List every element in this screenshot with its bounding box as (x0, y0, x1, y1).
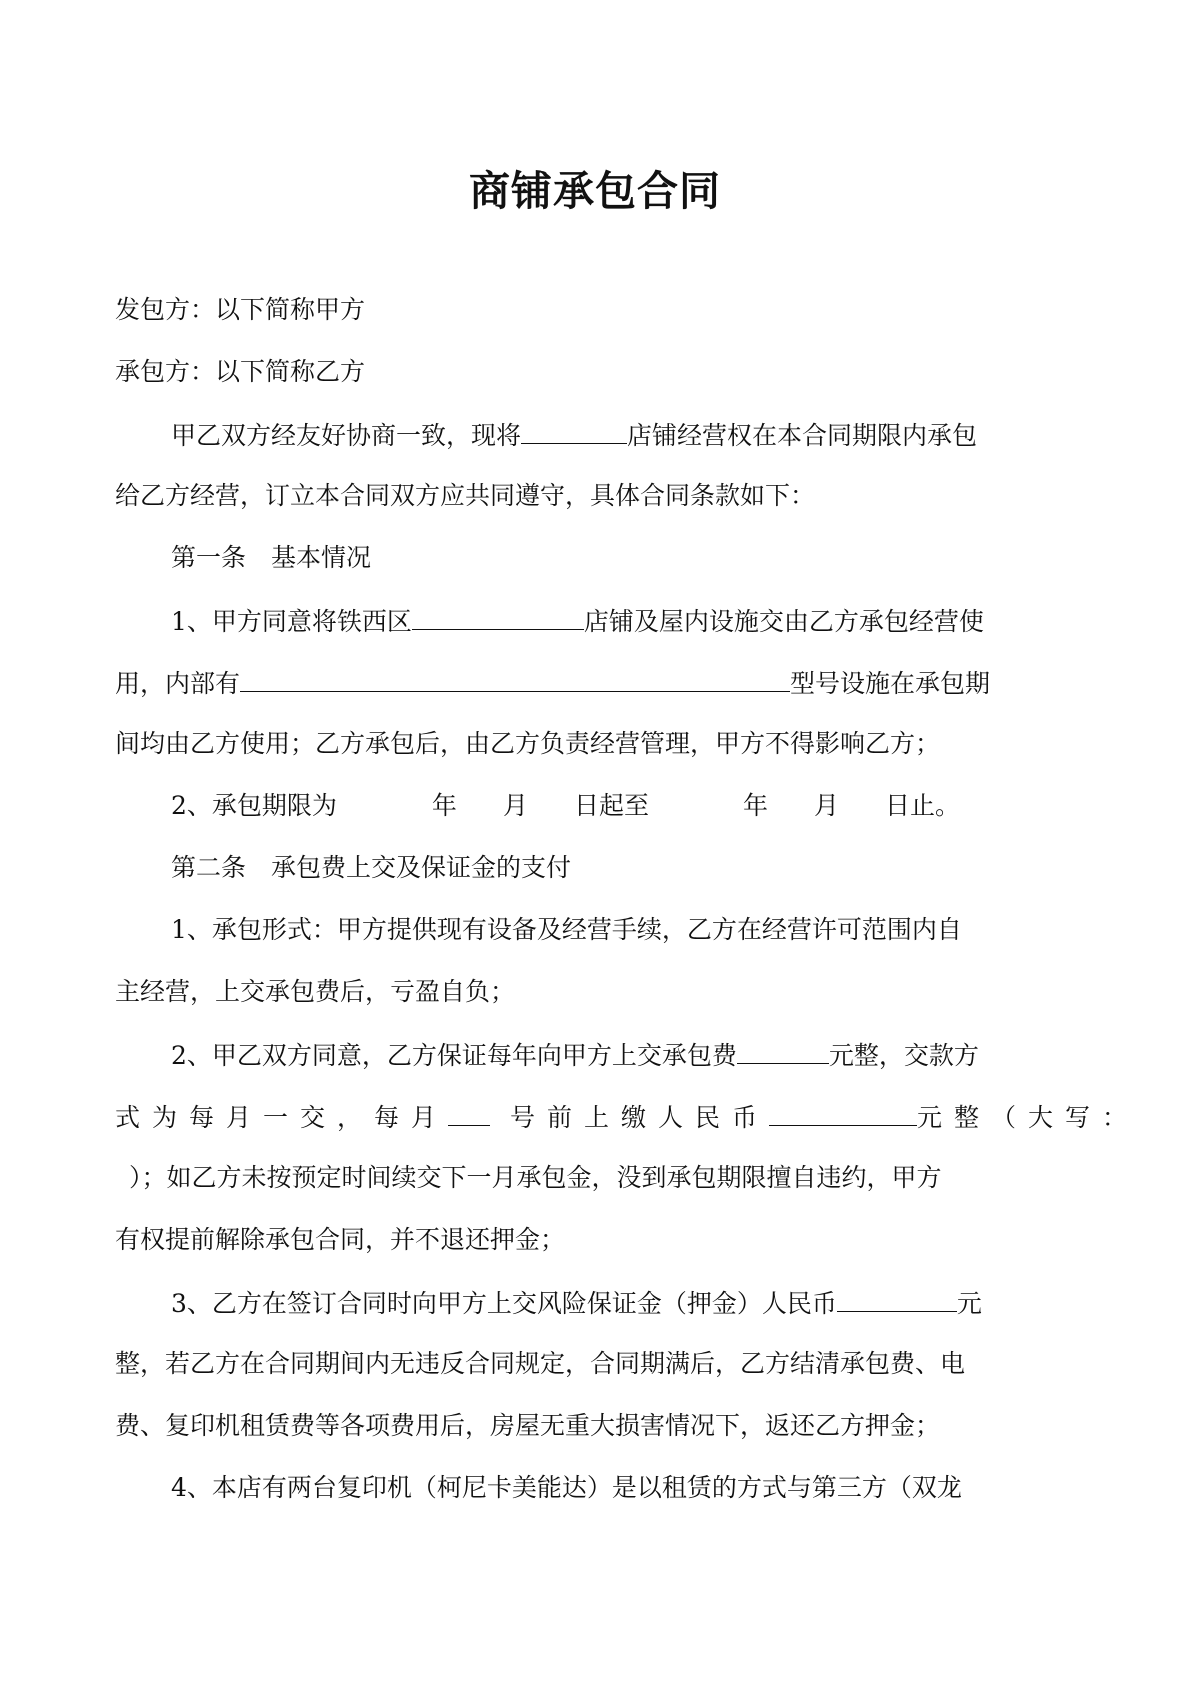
store-name-blank (521, 416, 627, 444)
article2-item2-text-a: 2、甲乙双方同意，乙方保证每年向甲方上交承包费 (171, 1041, 737, 1070)
deposit-amount-blank (837, 1284, 957, 1312)
article2-item2-text-c3: 元整（大写： (917, 1103, 1140, 1132)
term-day-end: 日止。 (885, 791, 961, 820)
article2-item2-line2 (115, 1098, 1140, 1160)
document-body (115, 292, 1140, 1532)
article2-item3-text-a: 3、乙方在签订合同时向甲方上交风险保证金（押金）人民币 (171, 1289, 837, 1318)
intro-text-a: 甲乙双方经友好协商一致，现将 (171, 421, 522, 450)
term-month-start: 月 (502, 791, 528, 820)
article1-item1-text-b: 店铺及屋内设施交由乙方承包经营使 (583, 607, 984, 636)
article2-item2-line1 (115, 1036, 1075, 1098)
term-year-start: 年 (431, 791, 457, 820)
article2-item4-line1: 4、本店有两台复印机（柯尼卡美能达）是以租赁的方式与第三方（双龙 (171, 1473, 962, 1502)
monthly-amount-blank (769, 1098, 917, 1126)
article2-item2-line4: 有权提前解除承包合同，并不退还押金； (115, 1225, 566, 1254)
document-title: 商铺承包合同 (469, 167, 721, 215)
article1-item1-line1 (115, 602, 1075, 664)
article1-item1-line2 (115, 664, 1075, 726)
annual-fee-blank (737, 1036, 829, 1064)
article2-heading: 第二条 承包费上交及保证金的支付 (171, 853, 572, 882)
intro-line-2: 给乙方经营，订立本合同双方应共同遵守，具体合同条款如下： (115, 481, 816, 510)
article1-item1-text-d: 型号设施在承包期 (790, 669, 991, 698)
article1-item1-line3: 间均由乙方使用；乙方承包后，由乙方负责经营管理，甲方不得影响乙方； (115, 729, 941, 758)
article2-item2-text-c2: 号前上缴人民币 (510, 1103, 770, 1132)
article2-item3-line1 (115, 1284, 1075, 1346)
article2-item1-line1: 1、承包形式：甲方提供现有设备及经营手续，乙方在经营许可范围内自 (171, 915, 962, 944)
article1-item1-text-a: 1、甲方同意将铁西区 (171, 607, 412, 636)
article2-item2-line3 (115, 1160, 1075, 1222)
article1-heading: 第一条 基本情况 (171, 543, 372, 572)
article2-item2-text-b: 元整，交款方 (828, 1041, 979, 1070)
party-a-line: 发包方：以下简称甲方 (115, 295, 366, 324)
facility-model-blank (240, 664, 790, 692)
intro-text-b: 店铺经营权在本合同期限内承包 (627, 421, 978, 450)
term-day-start: 日起至 (573, 791, 649, 820)
article2-item1-line2: 主经营，上交承包费后，亏盈自负； (115, 977, 516, 1006)
article2-item2-text-c1: 式为每月一交，每月 (115, 1103, 449, 1132)
article1-item1-text-c: 用，内部有 (115, 669, 241, 698)
article2-item3-text-b: 元 (956, 1289, 982, 1318)
term-month-end: 月 (813, 791, 839, 820)
article2-item2-text-d: ）；如乙方未按预定时间续交下一月承包金，没到承包期限擅自违约，甲方 (129, 1163, 942, 1192)
article2-item3-line2: 整，若乙方在合同期间内无违反合同规定，合同期满后，乙方结清承包费、电 (115, 1349, 966, 1378)
payment-day-blank (448, 1098, 490, 1126)
article1-item2-line (115, 788, 1075, 850)
article2-item3-line3: 费、复印机租赁费等各项费用后，房屋无重大损害情况下，返还乙方押金； (115, 1411, 941, 1440)
term-prefix: 2、承包期限为 (171, 791, 337, 820)
term-year-end: 年 (742, 791, 768, 820)
store-location-blank (412, 602, 584, 630)
intro-line-1 (115, 416, 1075, 478)
party-b-line: 承包方：以下简称乙方 (115, 357, 366, 386)
